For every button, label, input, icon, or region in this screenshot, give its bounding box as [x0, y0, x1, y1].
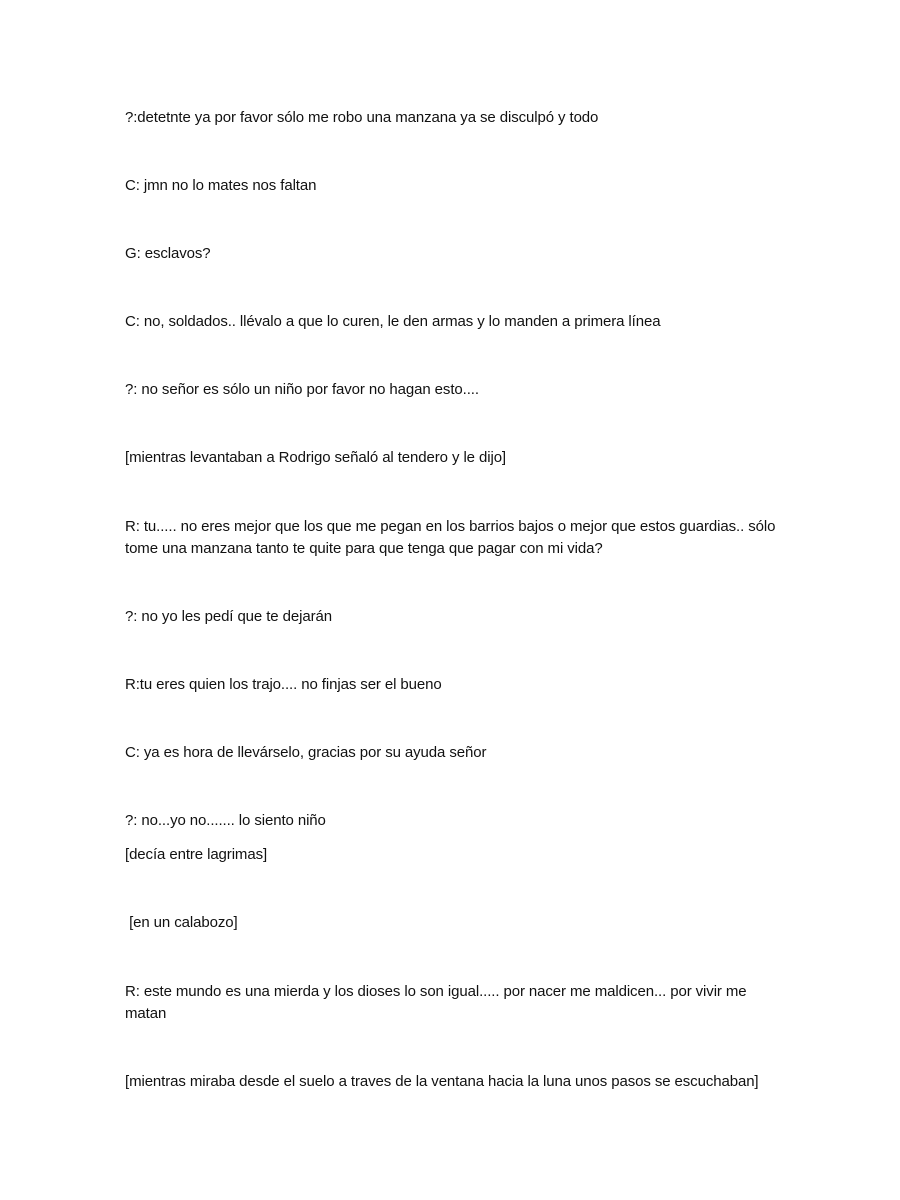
- dialogue-line: C: jmn no lo mates nos faltan: [125, 177, 317, 194]
- stage-direction: [mientras levantaban a Rodrigo señaló al tendero y le dijo]: [125, 449, 507, 466]
- dialogue-line: R: este mundo es una mierda y los dioses lo son igual..... por nacer me maldicen... por vivir me matan: [125, 983, 747, 1022]
- dialogue-line: R: tu..... no eres mejor que los que me pegan en los barrios bajos o mejor que estos guardias.. sólo tome una manzana tanto te quite para que tenga que pagar con mi vida?: [125, 518, 776, 557]
- dialogue-line: ?: no...yo no....... lo siento niño: [125, 812, 326, 829]
- dialogue-line: C: no, soldados.. llévalo a que lo curen, le den armas y lo manden a primera línea: [125, 313, 661, 330]
- dialogue-line: ?:detetnte ya por favor sólo me robo una manzana ya se disculpó y todo: [125, 109, 599, 126]
- dialogue-line: C: ya es hora de llevárselo, gracias por su ayuda señor: [125, 744, 487, 761]
- stage-direction: [decía entre lagrimas]: [125, 846, 268, 863]
- dialogue-line: ?: no yo les pedí que te dejarán: [125, 608, 332, 625]
- dialogue-line: G: esclavos?: [125, 245, 211, 262]
- dialogue-line: R:tu eres quien los trajo.... no finjas ser el bueno: [125, 676, 442, 693]
- dialogue-line: ?: no señor es sólo un niño por favor no hagan esto....: [125, 381, 479, 398]
- stage-direction: [en un calabozo]: [125, 914, 238, 931]
- stage-direction: [mientras miraba desde el suelo a traves de la ventana hacia la luna unos pasos se escuchaban]: [125, 1073, 759, 1090]
